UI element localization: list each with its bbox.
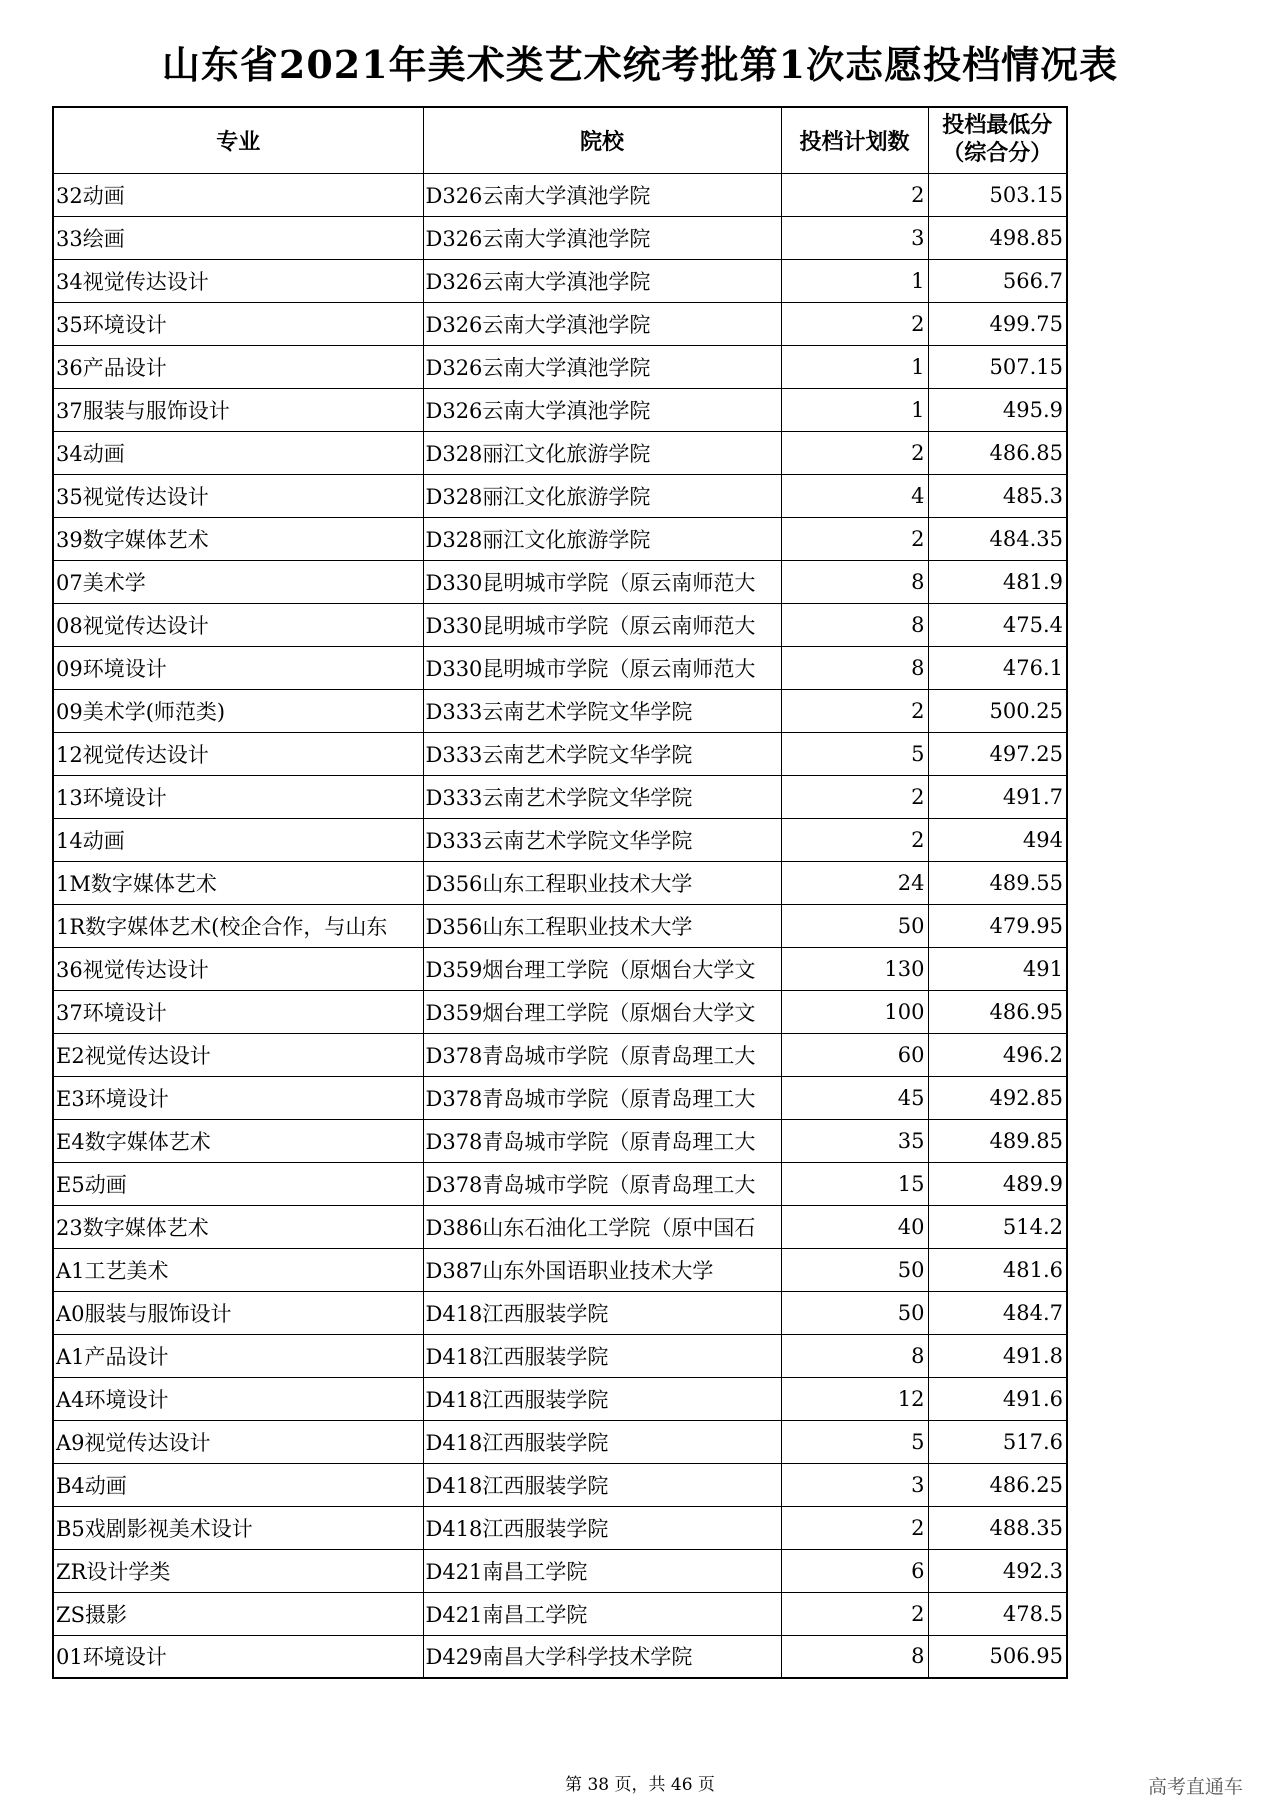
cell-score: 478.5	[928, 1592, 1067, 1635]
cell-score: 476.1	[928, 646, 1067, 689]
cell-school: D326云南大学滇池学院	[423, 345, 781, 388]
cell-plan: 3	[781, 1463, 928, 1506]
table-row	[53, 775, 1067, 818]
cell-school: D378青岛城市学院（原青岛理工大	[423, 1162, 781, 1205]
table-row	[53, 732, 1067, 775]
cell-plan: 2	[781, 173, 928, 216]
cell-major: 33绘画	[53, 216, 423, 259]
table-row	[53, 388, 1067, 431]
cell-major: 36产品设计	[53, 345, 423, 388]
cell-score: 479.95	[928, 904, 1067, 947]
cell-school: D359烟台理工学院（原烟台大学文	[423, 947, 781, 990]
cell-school: D333云南艺术学院文华学院	[423, 775, 781, 818]
table-row	[53, 1162, 1067, 1205]
cell-score: 506.95	[928, 1635, 1067, 1678]
cell-major: 36视觉传达设计	[53, 947, 423, 990]
cell-school: D326云南大学滇池学院	[423, 173, 781, 216]
cell-major: 12视觉传达设计	[53, 732, 423, 775]
cell-school: D378青岛城市学院（原青岛理工大	[423, 1076, 781, 1119]
cell-major: 35环境设计	[53, 302, 423, 345]
table-row	[53, 1076, 1067, 1119]
cell-major: 37服装与服饰设计	[53, 388, 423, 431]
cell-plan: 5	[781, 732, 928, 775]
cell-major: ZR设计学类	[53, 1549, 423, 1592]
cell-score: 507.15	[928, 345, 1067, 388]
cell-score: 481.6	[928, 1248, 1067, 1291]
cell-school: D418江西服装学院	[423, 1291, 781, 1334]
cell-major: ZS摄影	[53, 1592, 423, 1635]
cell-score: 491.8	[928, 1334, 1067, 1377]
cell-score: 517.6	[928, 1420, 1067, 1463]
cell-score: 566.7	[928, 259, 1067, 302]
table-row	[53, 947, 1067, 990]
table-row	[53, 345, 1067, 388]
cell-school: D330昆明城市学院（原云南师范大	[423, 646, 781, 689]
table-row	[53, 603, 1067, 646]
cell-plan: 60	[781, 1033, 928, 1076]
cell-plan: 8	[781, 1635, 928, 1678]
cell-school: D418江西服装学院	[423, 1420, 781, 1463]
cell-major: 07美术学	[53, 560, 423, 603]
cell-major: 35视觉传达设计	[53, 474, 423, 517]
header-plan: 投档计划数	[781, 107, 928, 173]
cell-school: D326云南大学滇池学院	[423, 259, 781, 302]
header-school: 院校	[423, 107, 781, 173]
cell-plan: 8	[781, 603, 928, 646]
cell-school: D328丽江文化旅游学院	[423, 431, 781, 474]
table-body	[53, 173, 1067, 1678]
cell-score: 498.85	[928, 216, 1067, 259]
cell-major: 14动画	[53, 818, 423, 861]
table-row	[53, 302, 1067, 345]
cell-plan: 2	[781, 431, 928, 474]
page-title: 山东省2021年美术类艺术统考批第1次志愿投档情况表	[161, 42, 1119, 87]
cell-major: B5戏剧影视美术设计	[53, 1506, 423, 1549]
table-row	[53, 431, 1067, 474]
cell-major: A4环境设计	[53, 1377, 423, 1420]
cell-plan: 3	[781, 216, 928, 259]
admission-table	[52, 106, 1068, 1679]
cell-school: D378青岛城市学院（原青岛理工大	[423, 1033, 781, 1076]
table-row	[53, 818, 1067, 861]
cell-plan: 45	[781, 1076, 928, 1119]
cell-plan: 1	[781, 259, 928, 302]
cell-score: 488.35	[928, 1506, 1067, 1549]
cell-school: D326云南大学滇池学院	[423, 302, 781, 345]
cell-score: 495.9	[928, 388, 1067, 431]
cell-school: D356山东工程职业技术大学	[423, 861, 781, 904]
cell-school: D330昆明城市学院（原云南师范大	[423, 560, 781, 603]
cell-major: 34视觉传达设计	[53, 259, 423, 302]
cell-plan: 1	[781, 388, 928, 431]
cell-plan: 8	[781, 1334, 928, 1377]
cell-major: A0服装与服饰设计	[53, 1291, 423, 1334]
header-major: 专业	[53, 107, 423, 173]
cell-plan: 4	[781, 474, 928, 517]
table-row	[53, 259, 1067, 302]
cell-school: D378青岛城市学院（原青岛理工大	[423, 1119, 781, 1162]
table-row	[53, 1334, 1067, 1377]
cell-score: 489.55	[928, 861, 1067, 904]
cell-score: 486.85	[928, 431, 1067, 474]
table-row	[53, 474, 1067, 517]
cell-plan: 6	[781, 1549, 928, 1592]
table-row	[53, 1033, 1067, 1076]
cell-school: D326云南大学滇池学院	[423, 388, 781, 431]
cell-school: D418江西服装学院	[423, 1506, 781, 1549]
cell-school: D421南昌工学院	[423, 1592, 781, 1635]
cell-score: 484.7	[928, 1291, 1067, 1334]
cell-school: D429南昌大学科学技术学院	[423, 1635, 781, 1678]
cell-major: E4数字媒体艺术	[53, 1119, 423, 1162]
cell-score: 514.2	[928, 1205, 1067, 1248]
cell-school: D387山东外国语职业技术大学	[423, 1248, 781, 1291]
header-min-score-line1: 投档最低分	[942, 113, 1053, 139]
cell-major: E5动画	[53, 1162, 423, 1205]
cell-score: 500.25	[928, 689, 1067, 732]
cell-major: B4动画	[53, 1463, 423, 1506]
cell-plan: 40	[781, 1205, 928, 1248]
cell-plan: 2	[781, 517, 928, 560]
table-row	[53, 216, 1067, 259]
cell-plan: 50	[781, 904, 928, 947]
table-row	[53, 1635, 1067, 1678]
cell-major: 13环境设计	[53, 775, 423, 818]
cell-plan: 8	[781, 646, 928, 689]
cell-score: 485.3	[928, 474, 1067, 517]
table-header-row	[53, 107, 1067, 173]
table-row	[53, 173, 1067, 216]
cell-major: 34动画	[53, 431, 423, 474]
cell-school: D356山东工程职业技术大学	[423, 904, 781, 947]
table-row	[53, 1291, 1067, 1334]
cell-major: 09美术学(师范类)	[53, 689, 423, 732]
cell-school: D333云南艺术学院文华学院	[423, 689, 781, 732]
cell-plan: 8	[781, 560, 928, 603]
cell-plan: 50	[781, 1291, 928, 1334]
cell-score: 494	[928, 818, 1067, 861]
cell-school: D386山东石油化工学院（原中国石	[423, 1205, 781, 1248]
table-row	[53, 1248, 1067, 1291]
watermark: 高考直通车	[1148, 1776, 1244, 1798]
cell-score: 489.9	[928, 1162, 1067, 1205]
cell-plan: 12	[781, 1377, 928, 1420]
cell-score: 499.75	[928, 302, 1067, 345]
cell-score: 492.85	[928, 1076, 1067, 1119]
cell-plan: 2	[781, 818, 928, 861]
cell-major: 32动画	[53, 173, 423, 216]
cell-school: D333云南艺术学院文华学院	[423, 732, 781, 775]
cell-major: E2视觉传达设计	[53, 1033, 423, 1076]
cell-major: 1M数字媒体艺术	[53, 861, 423, 904]
table-row	[53, 517, 1067, 560]
table-row	[53, 1377, 1067, 1420]
table-row	[53, 1119, 1067, 1162]
cell-plan: 5	[781, 1420, 928, 1463]
cell-major: 37环境设计	[53, 990, 423, 1033]
table-row	[53, 689, 1067, 732]
cell-score: 491	[928, 947, 1067, 990]
cell-major: 39数字媒体艺术	[53, 517, 423, 560]
table-row	[53, 560, 1067, 603]
cell-plan: 100	[781, 990, 928, 1033]
cell-plan: 2	[781, 775, 928, 818]
table-row	[53, 646, 1067, 689]
cell-plan: 1	[781, 345, 928, 388]
cell-school: D328丽江文化旅游学院	[423, 474, 781, 517]
cell-school: D326云南大学滇池学院	[423, 216, 781, 259]
cell-plan: 2	[781, 302, 928, 345]
table-row	[53, 990, 1067, 1033]
table-row	[53, 1420, 1067, 1463]
cell-plan: 2	[781, 689, 928, 732]
cell-score: 491.7	[928, 775, 1067, 818]
cell-plan: 2	[781, 1506, 928, 1549]
cell-score: 486.95	[928, 990, 1067, 1033]
cell-major: A1产品设计	[53, 1334, 423, 1377]
cell-plan: 50	[781, 1248, 928, 1291]
cell-major: 1R数字媒体艺术(校企合作，与山东	[53, 904, 423, 947]
cell-score: 486.25	[928, 1463, 1067, 1506]
header-min-score	[928, 107, 1067, 173]
cell-school: D359烟台理工学院（原烟台大学文	[423, 990, 781, 1033]
cell-school: D333云南艺术学院文华学院	[423, 818, 781, 861]
table-row	[53, 1506, 1067, 1549]
cell-score: 481.9	[928, 560, 1067, 603]
cell-score: 503.15	[928, 173, 1067, 216]
table-row	[53, 1549, 1067, 1592]
cell-score: 491.6	[928, 1377, 1067, 1420]
cell-major: E3环境设计	[53, 1076, 423, 1119]
cell-plan: 24	[781, 861, 928, 904]
cell-plan: 2	[781, 1592, 928, 1635]
cell-school: D330昆明城市学院（原云南师范大	[423, 603, 781, 646]
cell-score: 475.4	[928, 603, 1067, 646]
table-row	[53, 861, 1067, 904]
table-row	[53, 1463, 1067, 1506]
cell-score: 492.3	[928, 1549, 1067, 1592]
cell-major: 01环境设计	[53, 1635, 423, 1678]
cell-score: 496.2	[928, 1033, 1067, 1076]
cell-major: 23数字媒体艺术	[53, 1205, 423, 1248]
cell-major: A9视觉传达设计	[53, 1420, 423, 1463]
cell-school: D421南昌工学院	[423, 1549, 781, 1592]
cell-major: 08视觉传达设计	[53, 603, 423, 646]
cell-plan: 35	[781, 1119, 928, 1162]
table-row	[53, 904, 1067, 947]
table-row	[53, 1592, 1067, 1635]
cell-plan: 15	[781, 1162, 928, 1205]
cell-score: 489.85	[928, 1119, 1067, 1162]
cell-major: 09环境设计	[53, 646, 423, 689]
cell-school: D418江西服装学院	[423, 1334, 781, 1377]
table-row	[53, 1205, 1067, 1248]
cell-school: D418江西服装学院	[423, 1377, 781, 1420]
cell-score: 484.35	[928, 517, 1067, 560]
cell-major: A1工艺美术	[53, 1248, 423, 1291]
page-number: 第 38 页，共 46 页	[565, 1775, 715, 1795]
header-min-score-line2: （综合分）	[942, 141, 1053, 167]
cell-school: D418江西服装学院	[423, 1463, 781, 1506]
cell-score: 497.25	[928, 732, 1067, 775]
cell-plan: 130	[781, 947, 928, 990]
cell-school: D328丽江文化旅游学院	[423, 517, 781, 560]
